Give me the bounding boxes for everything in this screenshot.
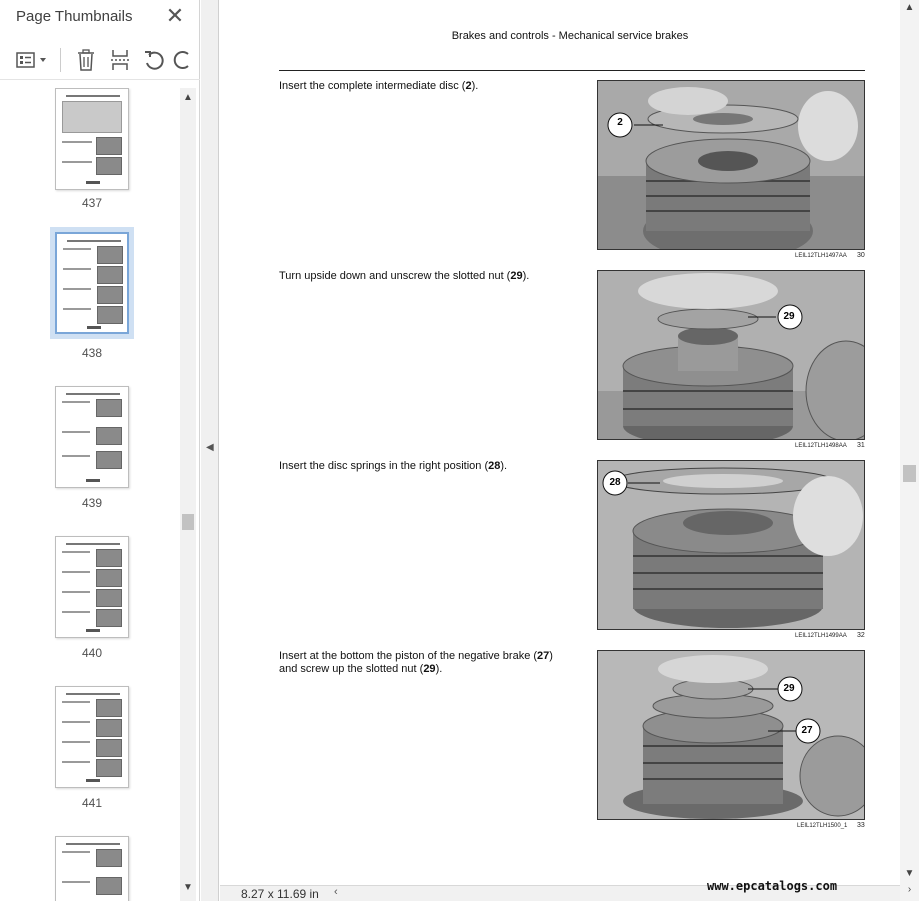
thumbnail-page-number: 441: [81, 796, 103, 810]
document-page: [220, 0, 900, 885]
photo-caption: LEIL12TLH1497AA: [795, 253, 847, 259]
close-icon[interactable]: ✕: [165, 3, 185, 28]
scroll-down-icon[interactable]: ▼: [183, 882, 193, 893]
collapse-left-icon[interactable]: ◀: [206, 442, 214, 453]
callout-label: 29: [783, 311, 795, 322]
rotate-clockwise-button[interactable]: [172, 46, 194, 74]
figure-number: 30: [857, 252, 865, 259]
panel-title: Page Thumbnails: [16, 8, 133, 25]
step-instruction: Insert the disc springs in the right position (28).: [279, 460, 508, 472]
callout-label: 29: [783, 683, 795, 694]
scrollbar-handle[interactable]: [182, 514, 194, 530]
thumbnail-page-number: 439: [81, 496, 103, 510]
panel-header: [0, 0, 200, 36]
status-bar: [220, 879, 900, 901]
insert-page-icon: [109, 48, 131, 72]
step-photo: [597, 80, 865, 250]
rotate-clockwise-icon: [172, 48, 194, 72]
thumbnail-options-icon: [14, 50, 50, 70]
thumbnail-toolbar: [0, 40, 200, 80]
scroll-down-icon[interactable]: ▼: [904, 868, 915, 879]
scroll-right-icon[interactable]: ›: [907, 884, 912, 895]
scroll-left-icon[interactable]: ‹: [334, 886, 338, 898]
thumbnail-scrollbar[interactable]: [180, 88, 196, 901]
page-thumbnail[interactable]: [55, 836, 129, 901]
photo-caption: LEIL12TLH1500_1: [797, 823, 848, 829]
toolbar-separator: [60, 48, 61, 72]
header-rule: [279, 70, 865, 71]
step-instruction: Turn upside down and unscrew the slotted nut (29).: [279, 270, 530, 282]
page-thumbnail[interactable]: [55, 536, 129, 638]
thumbnail-page-number: 440: [81, 646, 103, 660]
page-thumbnail[interactable]: [55, 686, 129, 788]
thumbnail-page-number: 438: [81, 346, 103, 360]
callout-label: 2: [617, 117, 623, 128]
scroll-up-icon[interactable]: ▲: [904, 2, 915, 13]
thumbnail-page-number: 437: [81, 196, 103, 210]
rotate-counterclockwise-icon: [142, 48, 166, 72]
insert-page-button[interactable]: [106, 46, 134, 74]
page-thumbnail[interactable]: [55, 88, 129, 190]
callout-label: 28: [609, 477, 621, 488]
page-thumbnail[interactable]: [55, 386, 129, 488]
panel-collapse-handle[interactable]: [201, 0, 219, 901]
figure-number: 32: [857, 632, 865, 639]
callout-label: 27: [801, 725, 813, 736]
step-photo: [597, 270, 865, 440]
watermark: www.epcatalogs.com: [707, 879, 838, 893]
step-instruction: Insert the complete intermediate disc (2).: [279, 80, 479, 92]
page-header: Brakes and controls - Mechanical service brakes: [451, 30, 689, 42]
step-photo: [597, 460, 865, 630]
scroll-up-icon[interactable]: ▲: [183, 92, 193, 103]
rotate-counterclockwise-button[interactable]: [140, 46, 168, 74]
step-instruction: Insert at the bottom the piston of the negative brake (27) and screw up the slotted nut (29).: [279, 650, 553, 675]
thumbnail-options-button[interactable]: [12, 46, 52, 74]
photo-caption: LEIL12TLH1498AA: [795, 443, 847, 449]
figure-number: 31: [857, 442, 865, 449]
trash-icon: [75, 48, 97, 72]
figure-number: 33: [857, 822, 865, 829]
step-photo: [597, 650, 865, 820]
photo-caption: LEIL12TLH1499AA: [795, 633, 847, 639]
scrollbar-handle[interactable]: [903, 465, 916, 482]
page-thumbnail-selected[interactable]: [55, 232, 129, 334]
document-scrollbar[interactable]: [900, 0, 919, 901]
page-size-indicator: 8.27 x 11.69 in: [241, 887, 319, 901]
thumbnail-list: [0, 88, 180, 901]
page-thumbnails-panel: [0, 0, 200, 901]
delete-page-button[interactable]: [72, 46, 100, 74]
